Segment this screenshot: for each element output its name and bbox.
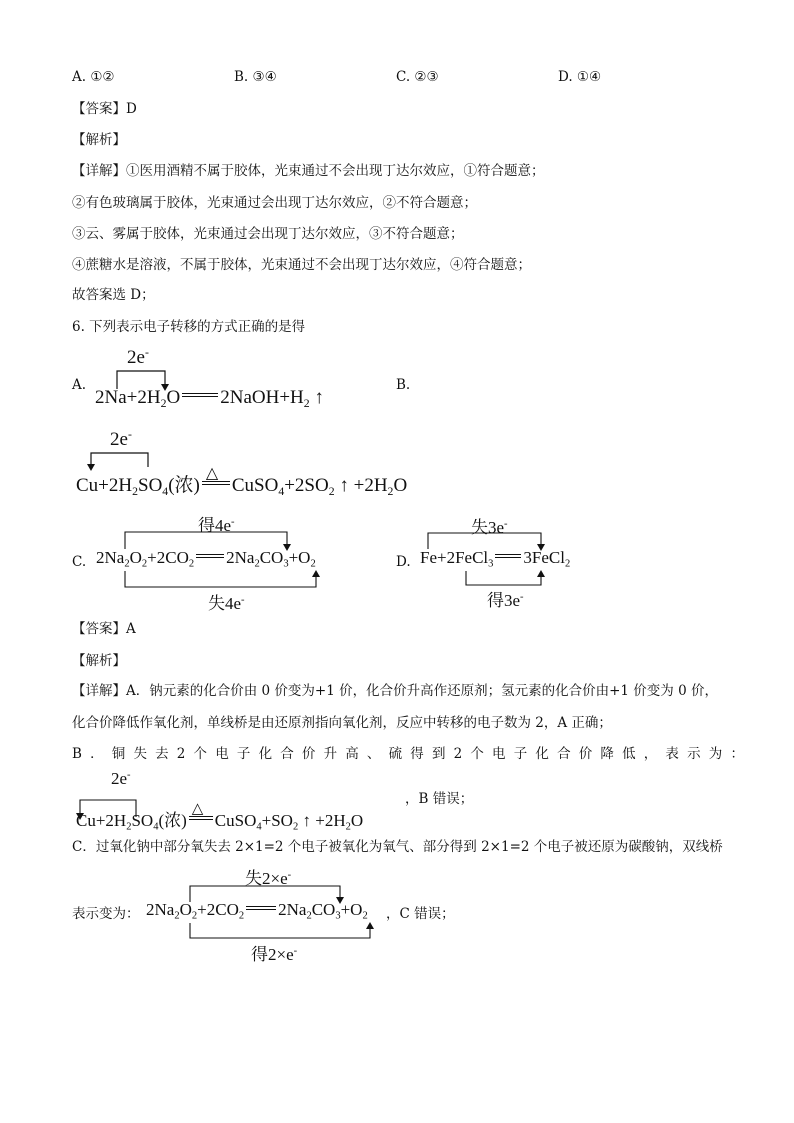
option-b-equation: $Cu+2H_2SO_4$(浓) △ $CuSO_4+2SO_2$ ↑ $+2H_2O$ xyxy=(76,465,408,499)
q5-detail-line: ④蔗糖水是溶液，不属于胶体，光束通过不会出现丁达尔效应，④符合题意； xyxy=(72,257,531,273)
option-c: C. ②③ xyxy=(396,69,439,85)
option-a-equation: $2Na+2H_2O$ $2NaOH+H_2$ ↑ xyxy=(95,387,324,411)
q6-answer: 【答案】A xyxy=(72,621,136,637)
q5-detail-line: 故答案选 D； xyxy=(72,287,155,303)
c-explanation-bottom-label: 得2×e- xyxy=(251,945,298,964)
option-a-electron-label: 2e- xyxy=(127,346,149,369)
q6-option-c-label: C. xyxy=(72,554,87,570)
option-a: A. ①② xyxy=(72,69,115,85)
q5-detail-line: ③云、雾属于胶体，光束通过会出现丁达尔效应，③不符合题意； xyxy=(72,226,464,242)
q6-option-d-label: D. xyxy=(396,554,411,570)
b-explanation-electron-label: 2e- xyxy=(111,769,131,788)
c-explanation-equation: $2Na_2O_2+2CO_2$ $2Na_2CO_3+O_2$ xyxy=(146,900,368,922)
option-d: D. ①④ xyxy=(558,69,602,85)
option-c-top-label: 得4e- xyxy=(198,516,235,535)
option-c-bottom-label: 失4e- xyxy=(208,594,245,613)
q6-detail-line: 【详解】A．钠元素的化合价由 0 价变为+1 价，化合价升高作还原剂；氢元素的化合价由+1 价变为 0 价， xyxy=(72,683,718,699)
option-b: B. ③④ xyxy=(234,69,277,85)
q5-analysis-label: 【解析】 xyxy=(72,132,126,148)
option-d-top-label: 失3e- xyxy=(471,518,508,537)
c-explanation-top-label: 失2×e- xyxy=(245,869,292,888)
q6-option-a-label: A. xyxy=(72,377,87,393)
c-explanation-suffix: ，C 错误； xyxy=(386,906,455,922)
option-d-bottom-label: 得3e- xyxy=(487,591,524,610)
q6-stem: 6. 下列表示电子转移的方式正确的是得 xyxy=(72,319,306,335)
option-c-equation: $2Na_2O_2+2CO_2$ $2Na_2CO_3+O_2$ xyxy=(96,548,316,570)
c-explanation-prefix: 表示变为： xyxy=(72,906,140,922)
q6-c-explanation: C．过氧化钠中部分氧失去 2×1=2 个电子被氧化为氧气、部分得到 2×1=2 个电子被还原为碳酸钠，双线桥 xyxy=(72,839,723,855)
q6-analysis-label: 【解析】 xyxy=(72,653,126,669)
b-explanation-suffix: ，B 错误； xyxy=(405,791,474,807)
q6-b-explanation: B ． 铜 失 去 2 个 电 子 化 合 价 升 高 、 硫 得 到 2 个 电 子 化 合 价 降 低 ， 表 示 为 ： xyxy=(72,746,744,762)
b-explanation-equation: $Cu+2H_2SO_4$(浓) △ $CuSO_4+SO_2$ ↑ $+2H_2O$ xyxy=(76,801,364,833)
q6-option-b-label: B. xyxy=(396,377,411,393)
q5-detail-line: ②有色玻璃属于胶体，光束通过会出现丁达尔效应，②不符合题意； xyxy=(72,195,477,211)
option-d-equation: Fe+2FeCl$_3$ 3FeCl$_2$ xyxy=(420,548,571,570)
q5-answer: 【答案】D xyxy=(72,101,137,117)
q6-detail-line: 化合价降低作氧化剂，单线桥是由还原剂指向氧化剂，反应中转移的电子数为 2，A 正确； xyxy=(72,715,612,731)
option-b-electron-label: 2e- xyxy=(110,428,132,451)
q5-detail-line: 【详解】①医用酒精不属于胶体，光束通过不会出现丁达尔效应，①符合题意； xyxy=(72,163,545,179)
